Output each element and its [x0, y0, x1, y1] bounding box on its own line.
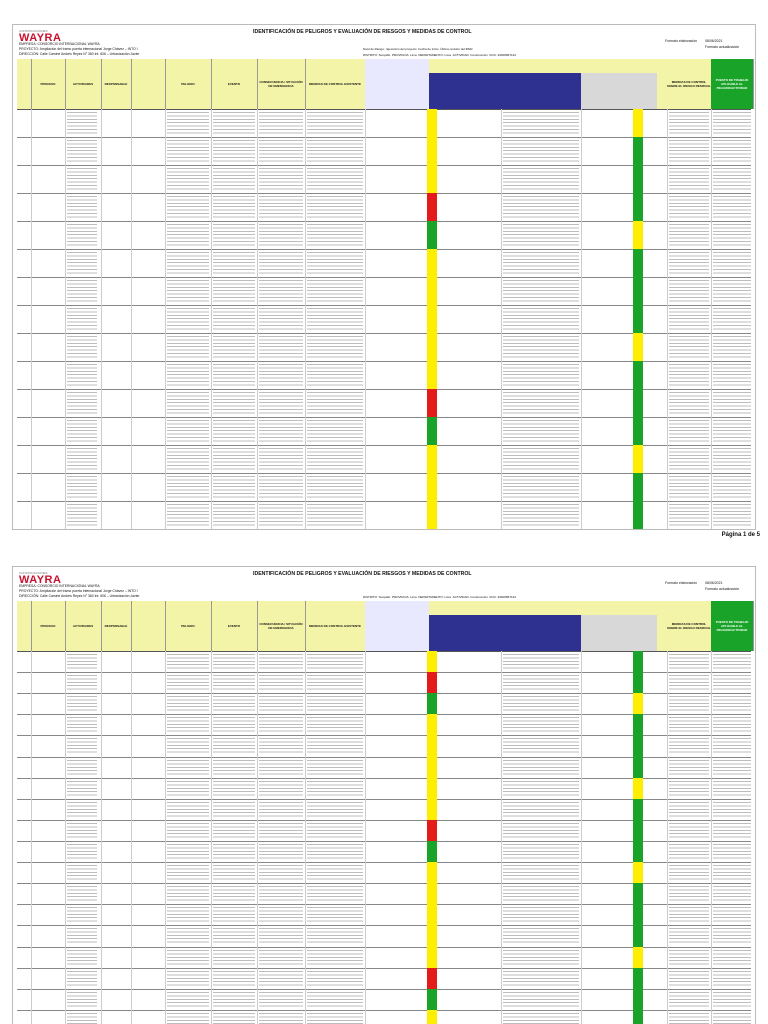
format-actualizacion: Formato actualización: [705, 587, 740, 591]
residual-risk-cell: [633, 249, 643, 277]
risk-level-cell: [427, 361, 437, 389]
table-row: [17, 277, 751, 306]
table-row: [17, 109, 751, 138]
risk-level-cell: [427, 672, 437, 693]
residual-risk-cell: [633, 989, 643, 1010]
risk-level-cell: [427, 389, 437, 417]
residual-risk-cell: [633, 221, 643, 249]
residual-risk-cell: [633, 714, 643, 735]
residual-risk-cell: [633, 862, 643, 883]
residual-risk-cell: [633, 883, 643, 904]
table-row: [17, 137, 751, 166]
address-line: DIRECCIÓN: Calle Caminé Andrés Reyes N° 360 Int. 606 – Urbanización Javier: [19, 594, 140, 598]
meta-row-2: DISTRITO: Surquillo PROVINCIA: Lima DEPARTAMENTO: Lima ACTIVIDAD: Construcción RUC: 20600867142: [363, 53, 517, 57]
table-row: [17, 693, 751, 715]
residual-risk-cell: [633, 445, 643, 473]
format-elaboracion: Formato elaboración 08/06/2021: [665, 39, 723, 43]
page-number: Página 1 de 5: [721, 532, 760, 538]
table-row: [17, 361, 751, 390]
company-line: EMPRESA: CONSORCIO INTERNACIONAL WAYRA: [19, 42, 100, 46]
risk-level-cell: [427, 305, 437, 333]
table-row: [17, 778, 751, 800]
table-row: [17, 757, 751, 779]
residual-risk-cell: [633, 778, 643, 799]
meta-row-2: DISTRITO: Surquillo PROVINCIA: Lima DEPARTAMENTO: Lima ACTIVIDAD: Construcción RUC: 20600867142: [363, 595, 517, 599]
table-body: [17, 109, 751, 529]
risk-level-cell: [427, 221, 437, 249]
table-row: [17, 820, 751, 842]
residual-risk-cell: [633, 417, 643, 445]
risk-level-cell: [427, 757, 437, 778]
table-row: [17, 473, 751, 502]
risk-level-cell: [427, 693, 437, 714]
table-row: [17, 193, 751, 222]
document-page-2: [12, 566, 756, 1024]
residual-risk-cell: [633, 820, 643, 841]
residual-risk-cell: [633, 277, 643, 305]
document-title: IDENTIFICACIÓN DE PELIGROS Y EVALUACIÓN DE RIESGOS Y MEDIDAS DE CONTROL: [253, 571, 472, 577]
table-row: [17, 1010, 751, 1024]
residual-risk-cell: [633, 904, 643, 925]
risk-level-cell: [427, 925, 437, 946]
residual-risk-cell: [633, 672, 643, 693]
residual-risk-cell: [633, 799, 643, 820]
residual-risk-cell: [633, 947, 643, 968]
table-row: [17, 968, 751, 990]
risk-level-cell: [427, 735, 437, 756]
residual-risk-cell: [633, 501, 643, 529]
document-title: IDENTIFICACIÓN DE PELIGROS Y EVALUACIÓN DE RIESGOS Y MEDIDAS DE CONTROL: [253, 29, 472, 35]
format-elaboracion: Formato elaboración 08/06/2021: [665, 581, 723, 585]
risk-level-cell: [427, 277, 437, 305]
table-row: [17, 862, 751, 884]
residual-risk-cell: [633, 651, 643, 672]
risk-level-cell: [427, 249, 437, 277]
risk-level-cell: [427, 333, 437, 361]
table-row: [17, 883, 751, 905]
risk-level-cell: [427, 651, 437, 672]
table-row: [17, 735, 751, 757]
table-row: [17, 799, 751, 821]
table-row: [17, 904, 751, 926]
table-row: [17, 417, 751, 446]
table-row: [17, 925, 751, 947]
risk-level-cell: [427, 778, 437, 799]
risk-level-cell: [427, 883, 437, 904]
risk-level-cell: [427, 947, 437, 968]
risk-level-cell: [427, 445, 437, 473]
residual-risk-cell: [633, 137, 643, 165]
risk-level-cell: [427, 417, 437, 445]
table-row: [17, 989, 751, 1011]
table-row: [17, 672, 751, 694]
residual-risk-cell: [633, 193, 643, 221]
table-row: [17, 841, 751, 863]
residual-risk-cell: [633, 925, 643, 946]
residual-risk-cell: [633, 757, 643, 778]
risk-level-cell: [427, 714, 437, 735]
table-row: [17, 305, 751, 334]
risk-level-cell: [427, 1010, 437, 1024]
table-row: [17, 947, 751, 969]
residual-risk-cell: [633, 389, 643, 417]
logo: CONSTRUCCIONES WAYRA: [19, 29, 62, 44]
residual-risk-cell: [633, 165, 643, 193]
risk-level-cell: [427, 473, 437, 501]
residual-risk-cell: [633, 361, 643, 389]
table-row: [17, 333, 751, 362]
table-row: [17, 249, 751, 278]
table-header: PROCESO ACTIVIDADES RESPONSABLE PELIGRO EVENTO CONSECUENCIA / SITUACIÓN DE EMERGENCIA MEDIDAS DE CONTROL EXISTENTE MEDIDAS DE CONTROL SOBRE EL RIESGO RESIDUAL PUESTO DE TRABAJO APLICABLE AL PELIGRO/ACTIVIDAD: [17, 601, 751, 652]
table-row: [17, 651, 751, 673]
meta-row-1: Nivel de Riesgo: Ejecución del proyecto Fecha de inicio Última revisión del IPER: [363, 47, 473, 51]
risk-level-cell: [427, 820, 437, 841]
residual-risk-cell: [633, 693, 643, 714]
residual-risk-cell: [633, 473, 643, 501]
residual-risk-cell: [633, 109, 643, 137]
residual-risk-cell: [633, 968, 643, 989]
risk-level-cell: [427, 904, 437, 925]
risk-level-cell: [427, 137, 437, 165]
document-page-1: [12, 24, 756, 530]
table-row: [17, 714, 751, 736]
risk-level-cell: [427, 165, 437, 193]
risk-level-cell: [427, 109, 437, 137]
table-body: [17, 651, 751, 1024]
residual-risk-cell: [633, 841, 643, 862]
project-line: PROYECTO: Ampliación del tramo puerta internacional Jorge Chávez – INTO I: [19, 589, 138, 593]
risk-level-cell: [427, 501, 437, 529]
risk-level-cell: [427, 989, 437, 1010]
risk-level-cell: [427, 968, 437, 989]
table-header: PROCESO ACTIVIDADES RESPONSABLE PELIGRO EVENTO CONSECUENCIA / SITUACIÓN DE EMERGENCIA MEDIDAS DE CONTROL EXISTENTE MEDIDAS DE CONTROL SOBRE EL RIESGO RESIDUAL PUESTO DE TRABAJO APLICABLE AL PELIGRO/ACTIVIDAD: [17, 59, 751, 110]
logo: CONSTRUCCIONES WAYRA: [19, 571, 62, 586]
risk-level-cell: [427, 841, 437, 862]
risk-level-cell: [427, 799, 437, 820]
residual-risk-cell: [633, 1010, 643, 1024]
project-line: PROYECTO: Ampliación del tramo puerta internacional Jorge Chávez – INTO I: [19, 47, 138, 51]
format-actualizacion: Formato actualización: [705, 45, 740, 49]
table-row: [17, 165, 751, 194]
table-row: [17, 501, 751, 530]
table-row: [17, 221, 751, 250]
company-line: EMPRESA: CONSORCIO INTERNACIONAL WAYRA: [19, 584, 100, 588]
risk-level-cell: [427, 193, 437, 221]
residual-risk-cell: [633, 735, 643, 756]
residual-risk-cell: [633, 305, 643, 333]
address-line: DIRECCIÓN: Calle Caminé Andrés Reyes N° 360 Int. 606 – Urbanización Javier: [19, 52, 140, 56]
risk-level-cell: [427, 862, 437, 883]
table-row: [17, 389, 751, 418]
table-row: [17, 445, 751, 474]
residual-risk-cell: [633, 333, 643, 361]
